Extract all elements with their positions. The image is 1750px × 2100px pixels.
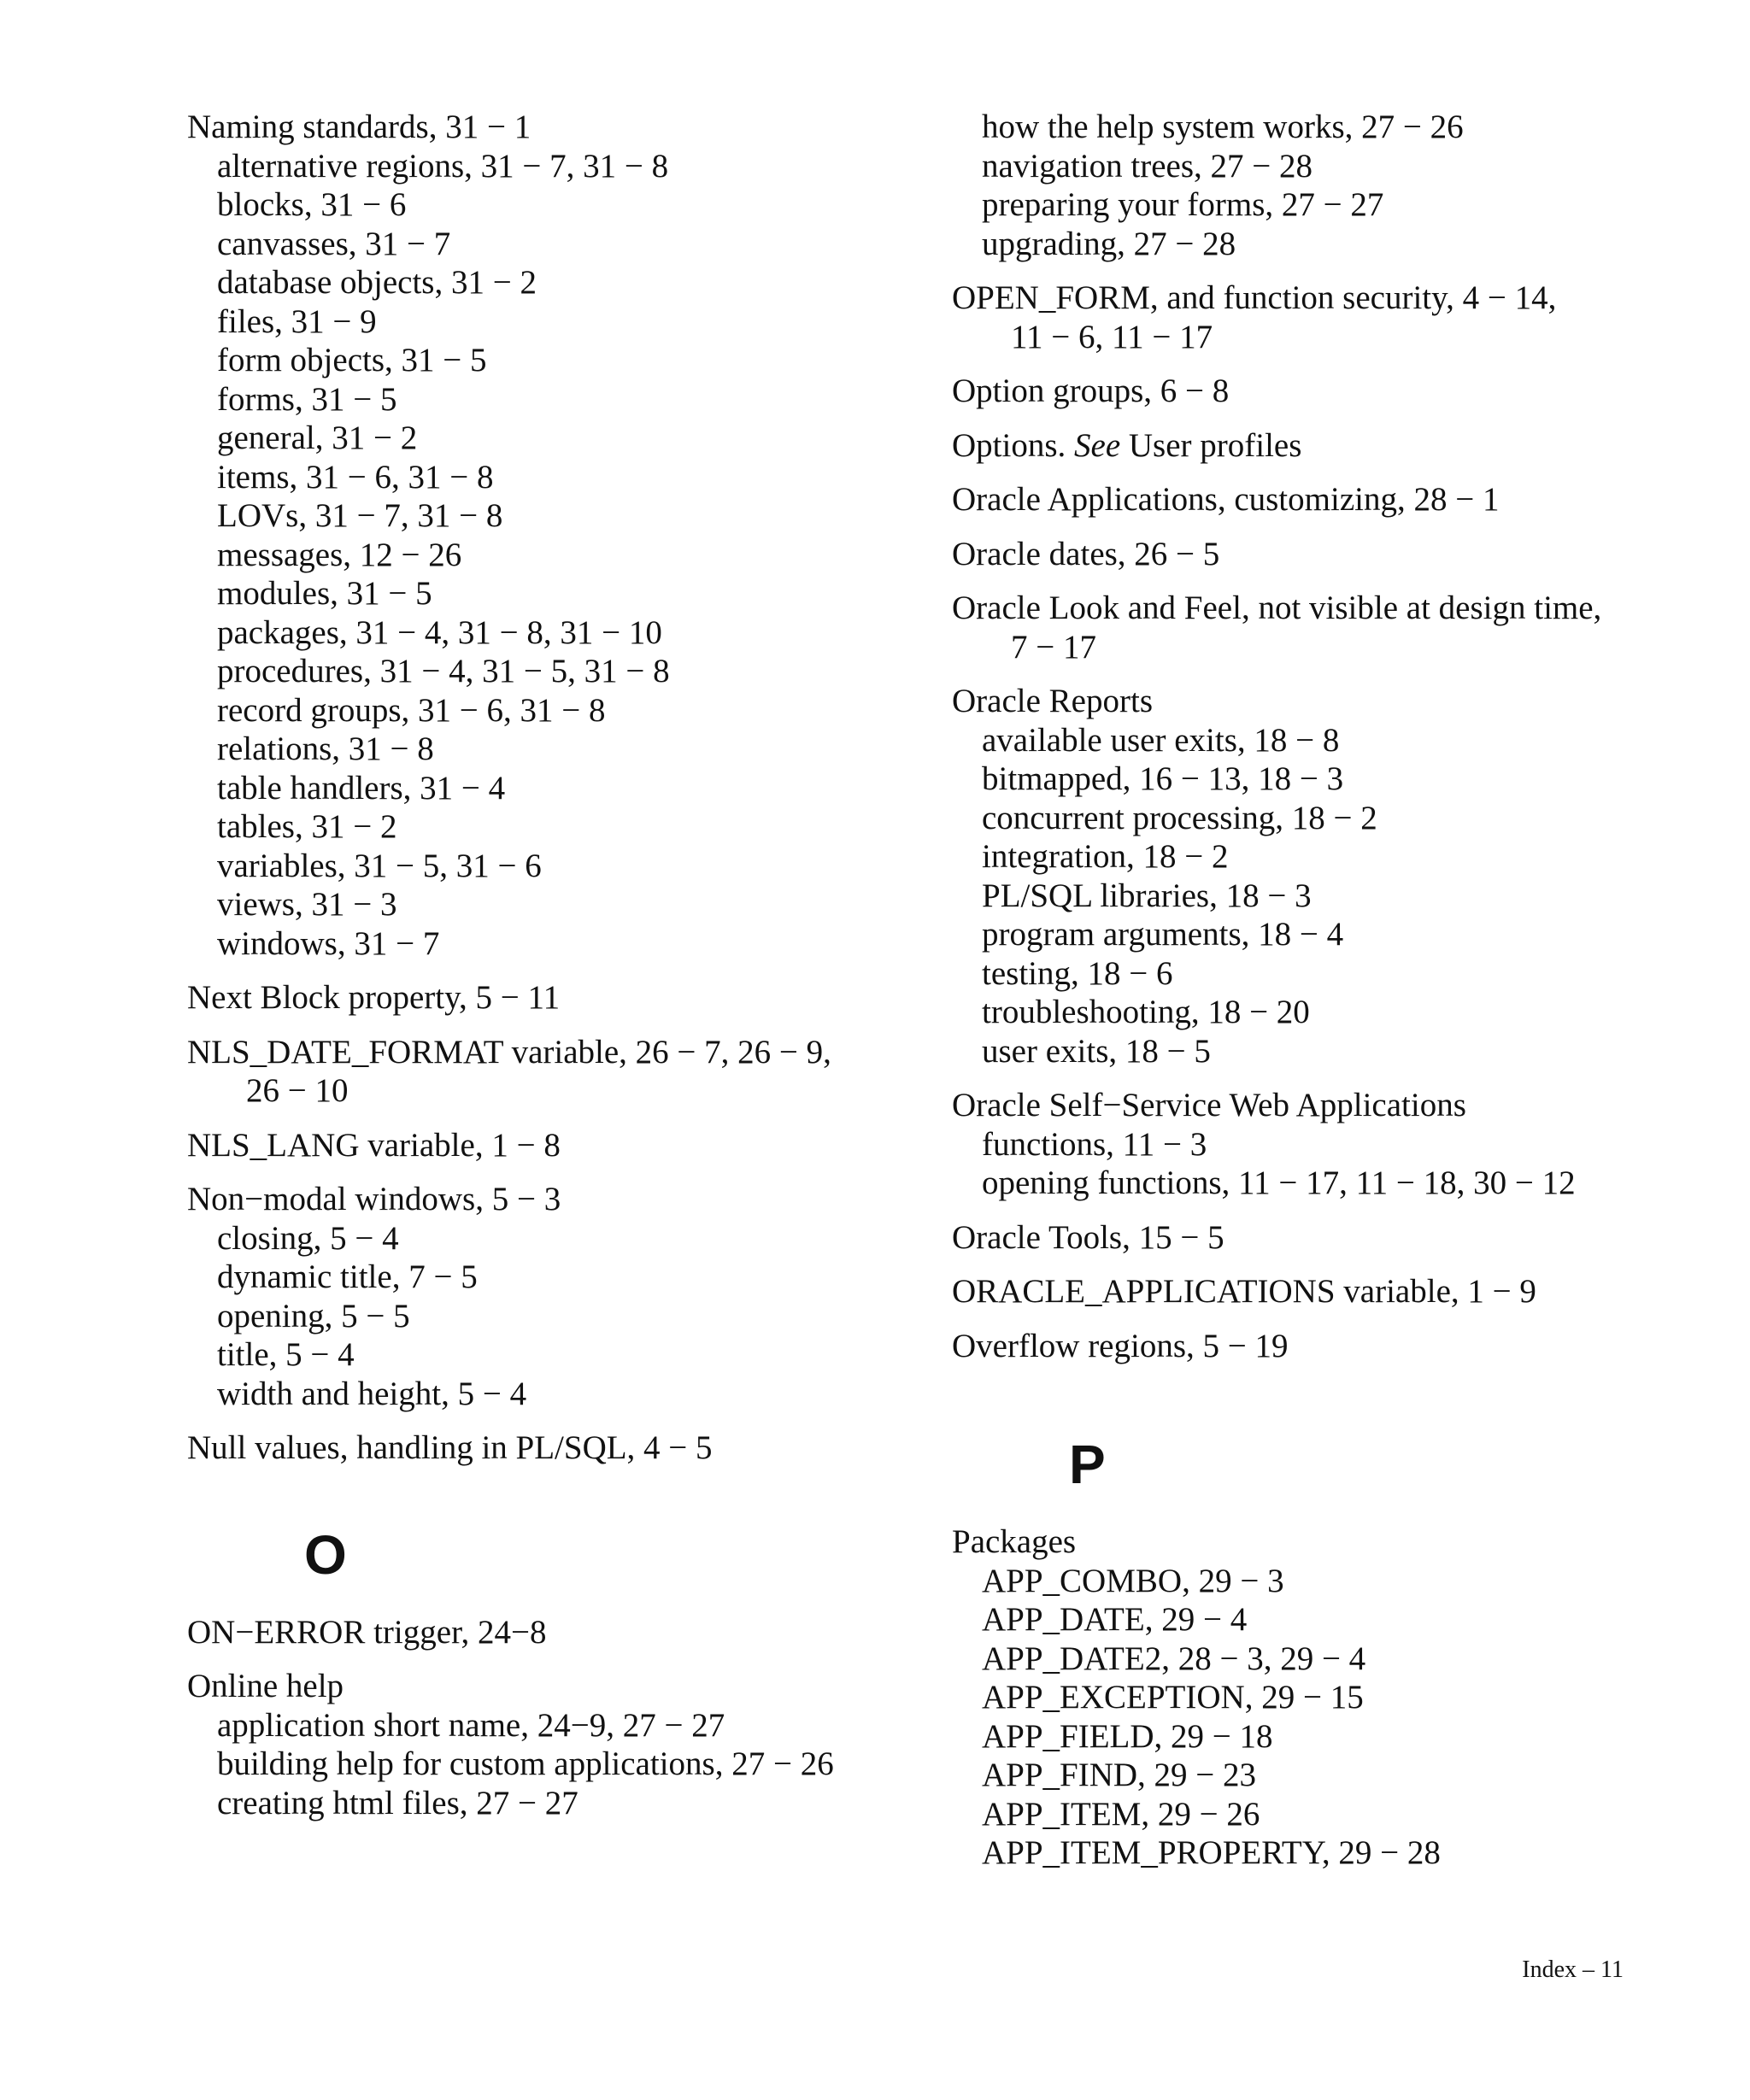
index-entry-overflow-regions: Overflow regions, 5 − 19 <box>952 1327 1289 1364</box>
page-footer: Index – 11 <box>1522 1956 1624 1983</box>
index-entry-nls-lang: NLS_LANG variable, 1 − 8 <box>187 1126 561 1164</box>
subentry: APP_FIELD, 29 − 18 <box>982 1717 1273 1755</box>
index-entry-option-groups: Option groups, 6 − 8 <box>952 372 1230 409</box>
subentry: opening, 5 − 5 <box>217 1297 410 1334</box>
subentry: building help for custom applications, 27 − 26 <box>217 1745 834 1782</box>
subentry: record groups, 31 − 6, 31 − 8 <box>217 691 606 729</box>
subentry: APP_EXCEPTION, 29 − 15 <box>982 1679 1364 1716</box>
options-suffix: User profiles <box>1120 426 1302 464</box>
index-entry-oracle-dates: Oracle dates, 26 − 5 <box>952 535 1220 572</box>
index-entry-oracle-look-and-feel: Oracle Look and Feel, not visible at design time, <box>952 590 1602 626</box>
see-reference: See <box>1074 426 1121 464</box>
subentry: functions, 11 − 3 <box>982 1125 1207 1163</box>
index-entry-options <box>952 426 1653 466</box>
subentry: APP_ITEM_PROPERTY, 29 − 28 <box>982 1834 1441 1871</box>
entry-continuation: 7 − 17 <box>1011 628 1096 666</box>
subentry: closing, 5 − 4 <box>217 1219 399 1257</box>
index-entry-packages: Packages <box>952 1523 1077 1560</box>
right-column <box>952 108 1653 1873</box>
subentry: opening functions, 11 − 17, 11 − 18, 30 − 12 <box>982 1164 1576 1201</box>
subentry: canvasses, 31 − 7 <box>217 225 451 262</box>
subentry: alternative regions, 31 − 7, 31 − 8 <box>217 147 669 185</box>
subentry: dynamic title, 7 − 5 <box>217 1258 478 1295</box>
index-entry-on-error: ON−ERROR trigger, 24−8 <box>187 1613 547 1651</box>
subentry: creating html files, 27 − 27 <box>217 1784 578 1821</box>
subentry: variables, 31 − 5, 31 − 6 <box>217 847 542 884</box>
subentry: integration, 18 − 2 <box>982 838 1229 875</box>
subentry: database objects, 31 − 2 <box>217 264 537 301</box>
subentry: available user exits, 18 − 8 <box>982 721 1340 759</box>
subentry: APP_COMBO, 29 − 3 <box>982 1562 1284 1599</box>
index-entry-nls-date-format: NLS_DATE_FORMAT variable, 26 − 7, 26 − 9, <box>187 1033 831 1071</box>
subentry: files, 31 − 9 <box>217 302 377 340</box>
subentry: APP_FIND, 29 − 23 <box>982 1757 1257 1793</box>
subentry: relations, 31 − 8 <box>217 730 434 767</box>
index-entry-oracle-applications: Oracle Applications, customizing, 28 − 1 <box>952 481 1500 518</box>
subentry: general, 31 − 2 <box>217 419 418 456</box>
section-heading-o-wrap <box>187 1468 931 1613</box>
subentry: preparing your forms, 27 − 27 <box>982 186 1384 223</box>
entry-continuation: 26 − 10 <box>246 1072 349 1109</box>
subentry: APP_DATE, 29 − 4 <box>982 1601 1248 1638</box>
subentry: user exits, 18 − 5 <box>982 1032 1211 1070</box>
index-entry-oracle-reports: Oracle Reports <box>952 683 1153 719</box>
index-entry-null-values: Null values, handling in PL/SQL, 4 − 5 <box>187 1429 713 1466</box>
subentry: PL/SQL libraries, 18 − 3 <box>982 877 1312 914</box>
subentry: modules, 31 − 5 <box>217 575 432 612</box>
index-entry-naming-standards: Naming standards, 31 − 1 <box>187 109 531 145</box>
subentry: width and height, 5 − 4 <box>217 1375 527 1412</box>
entry-continuation: 11 − 6, 11 − 17 <box>1011 318 1213 355</box>
section-heading-p-wrap <box>952 1365 1653 1522</box>
options-prefix: Options. <box>952 426 1075 464</box>
subentry: title, 5 − 4 <box>217 1336 355 1373</box>
index-entry-oracle-applications-variable: ORACLE_APPLICATIONS variable, 1 − 9 <box>952 1273 1536 1310</box>
subentry: forms, 31 − 5 <box>217 380 397 418</box>
subentry: concurrent processing, 18 − 2 <box>982 799 1377 836</box>
subentry: table handlers, 31 − 4 <box>217 769 506 807</box>
subentry: windows, 31 − 7 <box>217 924 440 962</box>
left-column <box>187 108 931 1822</box>
section-letter-o: O <box>304 1523 347 1586</box>
subentry: APP_DATE2, 28 − 3, 29 − 4 <box>982 1640 1366 1677</box>
subentry: items, 31 − 6, 31 − 8 <box>217 458 494 496</box>
subentry: views, 31 − 3 <box>217 886 397 923</box>
index-entry-oracle-tools: Oracle Tools, 15 − 5 <box>952 1218 1224 1256</box>
subentry: how the help system works, 27 − 26 <box>982 109 1464 145</box>
subentry: blocks, 31 − 6 <box>217 186 407 223</box>
index-entry-non-modal-windows: Non−modal windows, 5 − 3 <box>187 1181 561 1217</box>
section-letter-p: P <box>1069 1434 1106 1495</box>
subentry: tables, 31 − 2 <box>217 808 397 845</box>
subentry: navigation trees, 27 − 28 <box>982 147 1312 185</box>
index-entry-open-form: OPEN_FORM, and function security, 4 − 14, <box>952 279 1557 316</box>
subentry: procedures, 31 − 4, 31 − 5, 31 − 8 <box>217 653 670 689</box>
index-entry-oracle-self-service: Oracle Self−Service Web Applications <box>952 1087 1466 1123</box>
subentry: messages, 12 − 26 <box>217 536 462 573</box>
subentry: troubleshooting, 18 − 20 <box>982 994 1310 1030</box>
subentry: packages, 31 − 4, 31 − 8, 31 − 10 <box>217 613 662 651</box>
index-entry-online-help: Online help <box>187 1668 344 1704</box>
subentry: application short name, 24−9, 27 − 27 <box>217 1706 725 1744</box>
subentry: program arguments, 18 − 4 <box>982 916 1344 953</box>
subentry: LOVs, 31 − 7, 31 − 8 <box>217 497 503 534</box>
subentry: form objects, 31 − 5 <box>217 342 487 378</box>
subentry: upgrading, 27 − 28 <box>982 225 1236 262</box>
subentry: testing, 18 − 6 <box>982 954 1173 992</box>
subentry: APP_ITEM, 29 − 26 <box>982 1795 1260 1833</box>
index-entry-next-block: Next Block property, 5 − 11 <box>187 979 561 1016</box>
subentry: bitmapped, 16 − 13, 18 − 3 <box>982 760 1344 797</box>
